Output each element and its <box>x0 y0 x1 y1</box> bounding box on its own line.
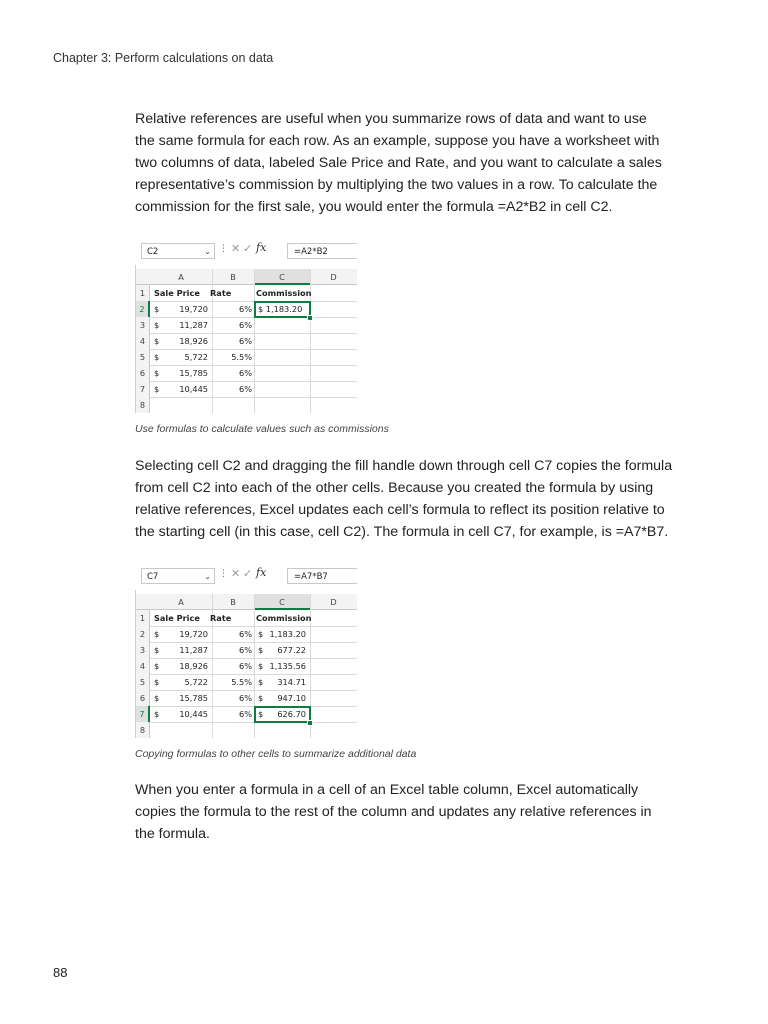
currency-symbol: $ <box>154 368 160 378</box>
commission-value: 677.22 <box>277 645 306 655</box>
chevron-down-icon[interactable]: ⌄ <box>204 247 211 256</box>
cell-rate[interactable]: 6% <box>239 645 252 655</box>
text-line: the same formula for each row. As an example, suppose you have a worksheet with <box>135 133 660 149</box>
cell-rate[interactable]: 6% <box>239 384 252 394</box>
text-line: two columns of data, labeled Sale Price and Rate, and you want to calculate a sales <box>135 155 662 171</box>
row-header[interactable]: 5 <box>136 674 150 690</box>
name-box-value: C7 <box>147 572 159 582</box>
row-header[interactable]: 1 <box>136 610 150 626</box>
commission-value: 314.71 <box>277 677 306 687</box>
cell-sale-price[interactable] <box>154 333 208 349</box>
cell-commission[interactable] <box>258 658 306 674</box>
insert-function-icon[interactable]: fx <box>256 566 267 579</box>
text-line: the formula. <box>135 826 210 842</box>
commission-value: 947.10 <box>277 693 306 703</box>
chevron-down-icon[interactable]: ⌄ <box>204 572 211 581</box>
currency-symbol: $ <box>154 352 160 362</box>
column-header-c[interactable]: C <box>279 597 285 607</box>
figure-caption-2: Copying formulas to other cells to summarize additional data <box>135 748 417 760</box>
cell-sale-price[interactable] <box>154 706 208 722</box>
cell-rate[interactable]: 5.5% <box>231 352 252 362</box>
insert-function-icon[interactable]: fx <box>256 241 267 254</box>
row-header[interactable]: 4 <box>136 333 150 349</box>
cell-header-sale-price[interactable]: Sale Price <box>154 613 200 623</box>
name-box-value: C2 <box>147 247 159 257</box>
row-header[interactable]: 8 <box>136 722 150 738</box>
cancel-icon[interactable]: ✕ <box>231 242 241 255</box>
enter-icon[interactable]: ✓ <box>243 567 253 580</box>
text-line: commission for the first sale, you would enter the formula =A2*B2 in cell C2. <box>135 199 613 215</box>
cell-header-commission[interactable]: Commission <box>256 288 312 298</box>
text-line: Selecting cell C2 and dragging the fill handle down through cell C7 copies the formula <box>135 458 673 474</box>
currency-symbol: $ <box>258 693 264 703</box>
currency-symbol: $ <box>258 645 264 655</box>
formula-input[interactable]: =A7*B7 <box>287 568 357 584</box>
currency-symbol: $ <box>154 677 160 687</box>
cell-header-rate[interactable]: Rate <box>210 288 232 298</box>
sale-price-value: 15,785 <box>179 693 208 703</box>
cell-sale-price[interactable] <box>154 349 208 365</box>
row-header[interactable]: 8 <box>136 397 150 413</box>
name-box[interactable] <box>141 568 215 584</box>
cell-sale-price[interactable] <box>154 381 208 397</box>
text-line: When you enter a formula in a cell of an Excel table column, Excel automatically <box>135 782 639 798</box>
column-header-a[interactable]: A <box>178 597 184 607</box>
row-header[interactable]: 2 <box>136 626 150 642</box>
row-header[interactable]: 1 <box>136 285 150 301</box>
currency-symbol: $ <box>154 629 160 639</box>
sale-price-value: 11,287 <box>179 320 208 330</box>
page-number: 88 <box>53 965 68 980</box>
sale-price-value: 10,445 <box>179 384 208 394</box>
cell-commission[interactable] <box>258 690 306 706</box>
cell-rate[interactable]: 6% <box>239 336 252 346</box>
cell-sale-price[interactable] <box>154 658 208 674</box>
sale-price-value: 18,926 <box>179 336 208 346</box>
cell-rate[interactable]: 6% <box>239 304 252 314</box>
sale-price-value: 11,287 <box>179 645 208 655</box>
commission-value: 1,135.56 <box>269 661 306 671</box>
cell-rate[interactable]: 6% <box>239 368 252 378</box>
cell-sale-price[interactable] <box>154 626 208 642</box>
currency-symbol: $ <box>154 693 160 703</box>
column-header-b[interactable]: B <box>230 597 236 607</box>
text-line: copies the formula to the rest of the column and updates any relative references in <box>135 804 652 820</box>
column-header-b[interactable]: B <box>230 272 236 282</box>
sale-price-value: 5,722 <box>184 677 208 687</box>
commission-value: 626.70 <box>277 709 306 719</box>
column-header-d[interactable]: D <box>330 272 337 282</box>
text-line: the starting cell (in this case, cell C2). The formula in cell C7, for example, is =A7*B7. <box>135 524 669 540</box>
more-icon: ⋮ <box>219 569 228 579</box>
column-header-c[interactable]: C <box>279 272 285 282</box>
sale-price-value: 18,926 <box>179 661 208 671</box>
row-header[interactable]: 3 <box>136 642 150 658</box>
cell-sale-price[interactable] <box>154 674 208 690</box>
sale-price-value: 19,720 <box>179 629 208 639</box>
formula-input[interactable]: =A2*B2 <box>287 243 357 259</box>
currency-symbol: $ <box>154 661 160 671</box>
row-header[interactable]: 5 <box>136 349 150 365</box>
text-line: from cell C2 into each of the other cells. Because you created the formula by using <box>135 480 654 496</box>
sale-price-value: 10,445 <box>179 709 208 719</box>
active-cell-selection[interactable] <box>254 301 311 318</box>
currency-symbol: $ <box>154 336 160 346</box>
column-header-d[interactable]: D <box>330 597 337 607</box>
name-box[interactable] <box>141 243 215 259</box>
paragraph-table-column <box>135 779 695 845</box>
cell-commission[interactable] <box>258 674 306 690</box>
currency-symbol: $ <box>258 677 264 687</box>
cell-header-rate[interactable]: Rate <box>210 613 232 623</box>
spreadsheet-figure-2 <box>135 562 357 738</box>
fill-handle[interactable] <box>307 720 313 726</box>
currency-symbol: $ <box>258 709 264 719</box>
fill-handle[interactable] <box>307 315 313 321</box>
column-header-a[interactable]: A <box>178 272 184 282</box>
row-header[interactable]: 7 <box>136 706 150 722</box>
text-line: Relative references are useful when you summarize rows of data and want to use <box>135 111 647 127</box>
currency-symbol: $ <box>154 384 160 394</box>
formula-bar <box>135 562 357 590</box>
figure-caption-1: Use formulas to calculate values such as commissions <box>135 423 389 435</box>
formula-bar <box>135 237 357 265</box>
spreadsheet-figure-1 <box>135 237 357 413</box>
cell-commission[interactable]: $ 1,183.20 <box>258 304 303 314</box>
cell-sale-price[interactable] <box>154 301 208 317</box>
row-header[interactable]: 2 <box>136 301 150 317</box>
cell-header-sale-price[interactable]: Sale Price <box>154 288 200 298</box>
row-header[interactable]: 6 <box>136 365 150 381</box>
paragraph-intro <box>135 108 695 218</box>
sale-price-value: 19,720 <box>179 304 208 314</box>
cell-sale-price[interactable] <box>154 690 208 706</box>
cell-rate[interactable]: 6% <box>239 709 252 719</box>
row-header[interactable]: 6 <box>136 690 150 706</box>
row-header[interactable]: 3 <box>136 317 150 333</box>
chapter-header: Chapter 3: Perform calculations on data <box>53 51 274 65</box>
cell-rate[interactable]: 5.5% <box>231 677 252 687</box>
commission-value: 1,183.20 <box>269 629 306 639</box>
cell-commission[interactable] <box>258 626 306 642</box>
currency-symbol: $ <box>154 304 160 314</box>
enter-icon[interactable]: ✓ <box>243 242 253 255</box>
currency-symbol: $ <box>154 645 160 655</box>
cell-sale-price[interactable] <box>154 642 208 658</box>
cancel-icon[interactable]: ✕ <box>231 567 241 580</box>
active-cell-selection[interactable] <box>254 706 311 723</box>
sale-price-value: 15,785 <box>179 368 208 378</box>
paragraph-fill-handle <box>135 455 695 543</box>
currency-symbol: $ <box>154 320 160 330</box>
cell-rate[interactable]: 6% <box>239 320 252 330</box>
row-header[interactable]: 4 <box>136 658 150 674</box>
cell-commission[interactable] <box>258 642 306 658</box>
currency-symbol: $ <box>258 629 264 639</box>
cell-rate[interactable]: 6% <box>239 661 252 671</box>
currency-symbol: $ <box>154 709 160 719</box>
cell-rate[interactable]: 6% <box>239 629 252 639</box>
text-line: representative’s commission by multiplying the two values in a row. To calculate the <box>135 177 658 193</box>
more-icon: ⋮ <box>219 244 228 254</box>
sale-price-value: 5,722 <box>184 352 208 362</box>
cell-sale-price[interactable] <box>154 317 208 333</box>
currency-symbol: $ <box>258 661 264 671</box>
row-header[interactable]: 7 <box>136 381 150 397</box>
text-line: relative references, Excel updates each cell’s formula to reflect its position relative to <box>135 502 665 518</box>
cell-header-commission[interactable]: Commission <box>256 613 312 623</box>
cell-sale-price[interactable] <box>154 365 208 381</box>
cell-rate[interactable]: 6% <box>239 693 252 703</box>
